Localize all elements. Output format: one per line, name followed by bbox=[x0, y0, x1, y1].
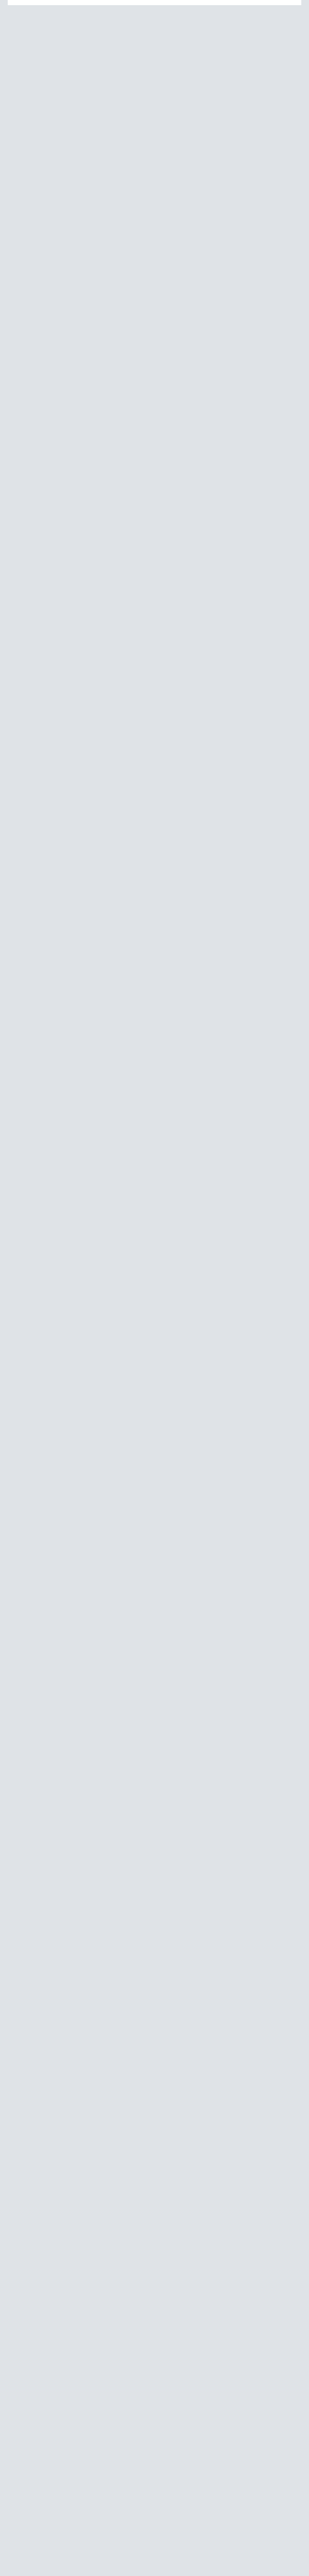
page bbox=[8, 0, 301, 5]
